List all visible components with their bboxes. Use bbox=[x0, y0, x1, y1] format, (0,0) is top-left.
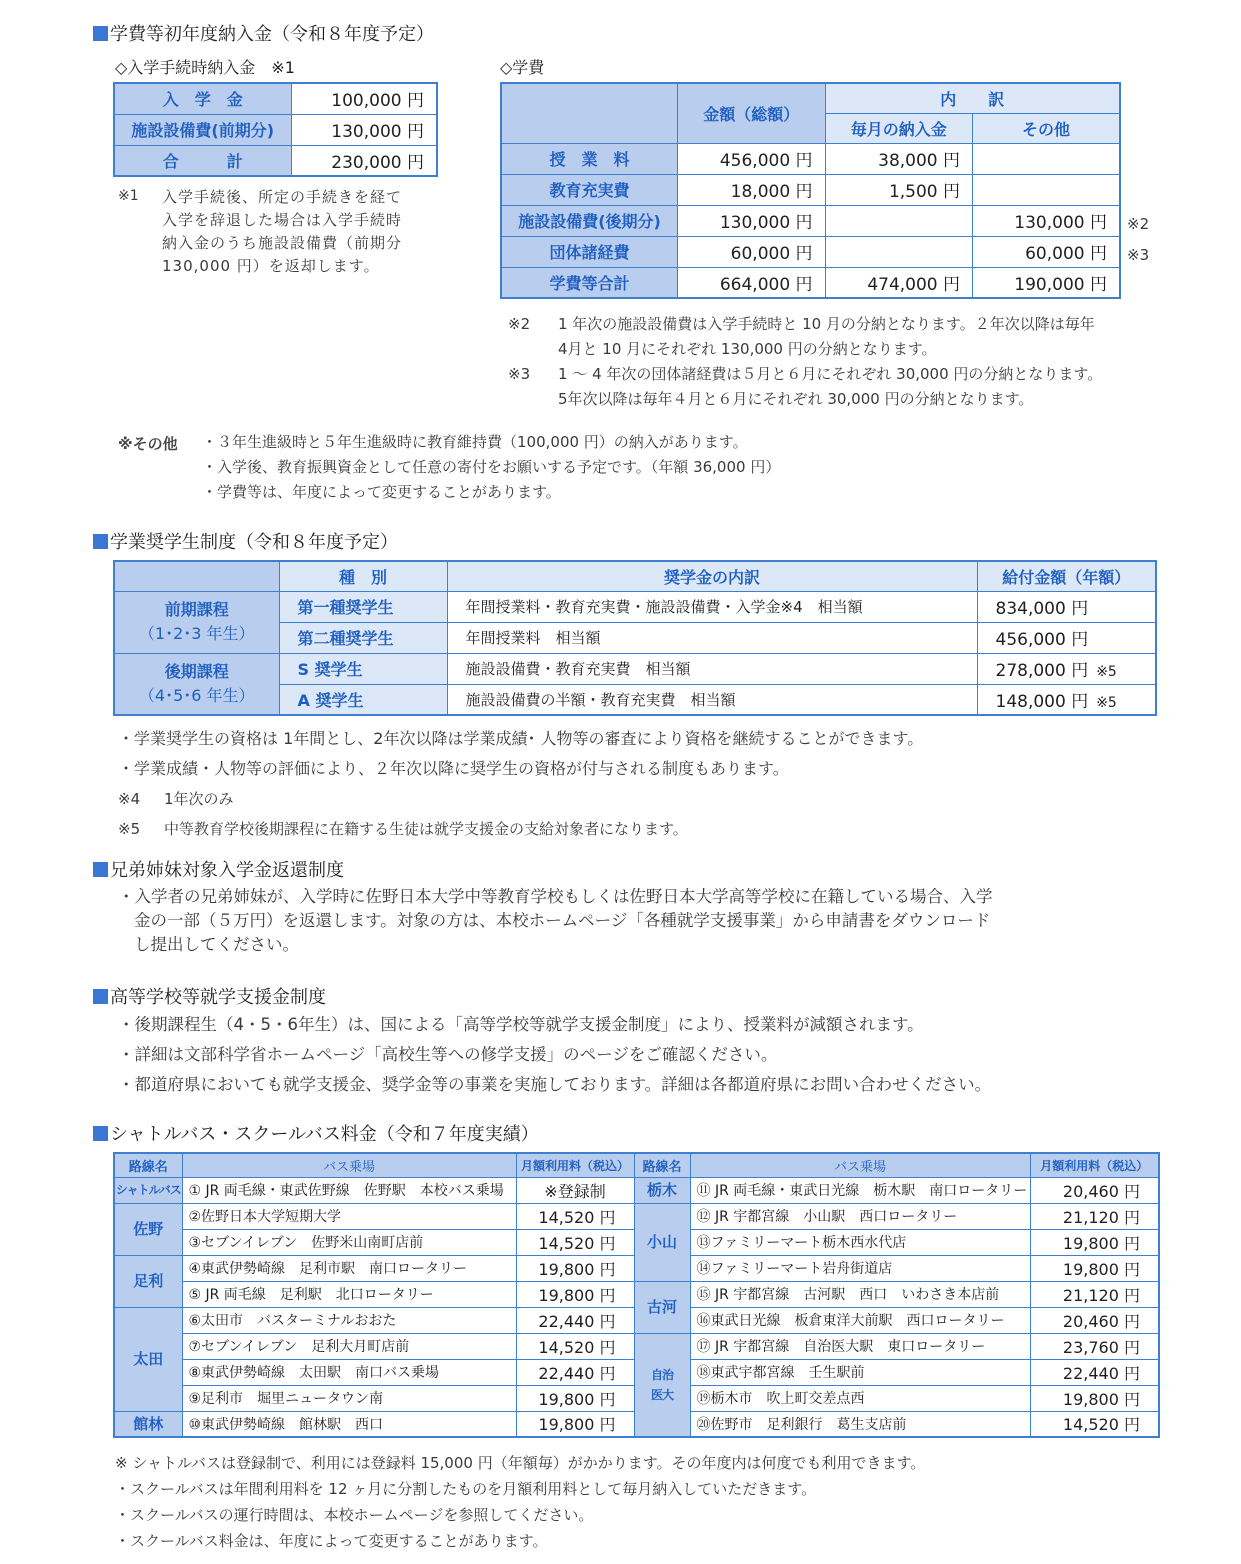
bus-fee: 19,800 円 bbox=[516, 1385, 634, 1411]
bus-stop: ⑳佐野市 足利銀行 葛生支店前 bbox=[690, 1411, 1030, 1437]
scholarship-amount: 278,000 円 bbox=[995, 661, 1089, 681]
scholarship-row bbox=[114, 591, 1156, 622]
tuition-row bbox=[501, 143, 1120, 174]
tuition-header-other: その他 bbox=[973, 113, 1120, 143]
note1-line: 納入金のうち施設設備費（前期分 bbox=[162, 234, 403, 252]
scholarship-type: 第一種奨学生 bbox=[279, 591, 447, 622]
bus-note: ※ シャトルバスは登録制で、利用には登録料 15,000 円（年額毎）がかかります。その年度内は何度でも利用できます。 bbox=[115, 1454, 926, 1472]
scholarship-note bbox=[118, 814, 688, 844]
bus-fee-table bbox=[113, 1152, 1160, 1438]
bus-header-stop-left: バス乗場 bbox=[182, 1153, 516, 1177]
scholarship-bullet: ・学業成績・人物等の評価により、２年次以降に奨学生の資格が付与される制度もあります。 bbox=[118, 759, 789, 778]
tuition-label: 施設設備費(後期分) bbox=[501, 205, 678, 236]
support-bullet: ・後期課程生（4・5・6年生）は、国による「高等学校等就学支援金制度」により、授業料が減額されます。 bbox=[118, 1015, 924, 1034]
bus-fee: 22,440 円 bbox=[516, 1359, 634, 1385]
scholarship-amount-cell bbox=[977, 622, 1156, 653]
tuition-note bbox=[508, 312, 1102, 362]
bus-header-fee-left: 月額利用料（税込） bbox=[516, 1153, 634, 1177]
tuition-table bbox=[500, 82, 1121, 299]
tuition-header-blank bbox=[501, 83, 678, 143]
tuition-header-total: 金額（総額） bbox=[678, 83, 825, 143]
scholarship-type: A 奨学生 bbox=[279, 684, 447, 715]
sibling-text bbox=[118, 885, 993, 957]
bus-stop: ⑦セブンイレブン 足利大月町店前 bbox=[182, 1333, 516, 1359]
bus-stop: ④東武伊勢崎線 足利市駅 南口ロータリー bbox=[182, 1255, 516, 1281]
scholarship-group bbox=[114, 653, 279, 715]
tuition-row bbox=[501, 236, 1120, 267]
scholarship-mark: ※5 bbox=[1096, 694, 1117, 711]
tuition-row-mark: ※3 bbox=[1127, 246, 1150, 264]
bus-route-name: 古河 bbox=[634, 1281, 690, 1333]
bus-header-fee-right: 月額利用料（税込） bbox=[1030, 1153, 1159, 1177]
bus-stop: ⑨足利市 堀里ニュータウン南 bbox=[182, 1385, 516, 1411]
bus-fee: 19,800 円 bbox=[1030, 1385, 1159, 1411]
bus-fee: 19,800 円 bbox=[1030, 1229, 1159, 1255]
scholarship-detail: 施設設備費・教育充実費 相当額 bbox=[447, 653, 977, 684]
note1-line: 130,000 円）を返却します。 bbox=[162, 257, 380, 275]
scholarship-note-mark: ※4 bbox=[118, 790, 141, 808]
bus-stop: ⑭ファミリーマート岩舟街道店 bbox=[690, 1255, 1030, 1281]
tuition-total: 130,000 円 bbox=[678, 205, 825, 236]
tuition-row bbox=[501, 174, 1120, 205]
section-marker-icon bbox=[93, 862, 108, 877]
bus-fee: 14,520 円 bbox=[516, 1229, 634, 1255]
bus-stop: ⑲栃木市 吹上町交差点西 bbox=[690, 1385, 1030, 1411]
tuition-row bbox=[501, 205, 1120, 236]
scholarship-mark: ※5 bbox=[1096, 664, 1117, 680]
tuition-header-monthly: 毎月の納入金 bbox=[825, 113, 972, 143]
entry-fee-value: 230,000 円 bbox=[291, 145, 437, 176]
tuition-note bbox=[508, 362, 1102, 412]
entry-fee-row bbox=[114, 145, 437, 176]
tuition-monthly bbox=[825, 236, 972, 267]
tuition-notes bbox=[508, 312, 1102, 412]
scholarship-note bbox=[118, 784, 688, 814]
note1-mark: ※1 bbox=[118, 188, 139, 204]
tuition-note-mark: ※2 bbox=[508, 315, 531, 333]
scholarship-amount-cell bbox=[977, 591, 1156, 622]
scholarship-detail: 年間授業料 相当額 bbox=[447, 622, 977, 653]
scholarship-note-mark: ※5 bbox=[118, 820, 141, 838]
bus-row bbox=[114, 1177, 1159, 1203]
bus-fee: 21,120 円 bbox=[1030, 1281, 1159, 1307]
tuition-total: 456,000 円 bbox=[678, 143, 825, 174]
section-title-text: 高等学校等就学支援金制度 bbox=[110, 987, 326, 1008]
sibling-line: 金の一部（５万円）を返還します。対象の方は、本校ホームページ「各種就学支援事業」から申請書をダウンロード bbox=[134, 911, 991, 930]
entry-fee-label: 合 計 bbox=[114, 145, 291, 176]
note1-line: 入学手続後、所定の手続きを経て bbox=[162, 188, 403, 206]
bus-route-name: 足利 bbox=[114, 1255, 182, 1307]
bus-route-name: 太田 bbox=[114, 1307, 182, 1411]
scholarship-header-type: 種 別 bbox=[279, 561, 447, 591]
bus-row bbox=[114, 1203, 1159, 1229]
bus-stop: ⑪ JR 両毛線・東武日光線 栃木駅 南口ロータリー bbox=[690, 1177, 1030, 1203]
bus-stop: ⑬ファミリーマート栃木西水代店 bbox=[690, 1229, 1030, 1255]
bus-route-name: 館林 bbox=[114, 1411, 182, 1437]
entry-fee-table bbox=[113, 82, 438, 177]
tuition-monthly: 1,500 円 bbox=[825, 174, 972, 205]
bus-stop: ⑫ JR 宇都宮線 小山駅 西口ロータリー bbox=[690, 1203, 1030, 1229]
entry-fee-value: 130,000 円 bbox=[291, 114, 437, 145]
scholarship-group-name: 前期課程 bbox=[164, 600, 229, 619]
tuition-label: 授 業 料 bbox=[501, 143, 678, 174]
other-mark: ※その他 bbox=[118, 435, 178, 453]
bus-stop: ②佐野日本大学短期大学 bbox=[182, 1203, 516, 1229]
tuition-note-body bbox=[558, 312, 1095, 362]
bus-fee: 19,800 円 bbox=[516, 1281, 634, 1307]
scholarship-bullet: ・学業奨学生の資格は 1年間とし、2年次以降は学業成績･ 人物等の審査により資格を継続することができます。 bbox=[118, 729, 924, 748]
note1-line: 入学を辞退した場合は入学手続時 bbox=[162, 211, 403, 229]
section-title-text: 学業奨学生制度（令和８年度予定） bbox=[110, 532, 398, 553]
scholarship-amount: 456,000 円 bbox=[995, 630, 1089, 650]
bus-stop: ⑯東武日光線 板倉東洋大前駅 西口ロータリー bbox=[690, 1307, 1030, 1333]
bus-notes bbox=[115, 1450, 925, 1554]
bus-stop: ⑥太田市 バスターミナルおおた bbox=[182, 1307, 516, 1333]
tuition-note-mark: ※3 bbox=[508, 365, 531, 383]
bus-stop: ⑤ JR 両毛線 足利駅 北口ロータリー bbox=[182, 1281, 516, 1307]
scholarship-type: 第二種奨学生 bbox=[279, 622, 447, 653]
bus-route-name: シャトルバス bbox=[114, 1177, 182, 1203]
section-title-fees bbox=[93, 20, 434, 46]
bus-fee: 14,520 円 bbox=[516, 1333, 634, 1359]
scholarship-detail: 施設設備費の半額・教育充実費 相当額 bbox=[447, 684, 977, 715]
scholarship-detail: 年間授業料・教育充実費・施設設備費・入学金※4 相当額 bbox=[447, 591, 977, 622]
section-title-sibling bbox=[93, 856, 344, 882]
bus-note: ・スクールバス料金は、年度によって変更することがあります。 bbox=[115, 1532, 548, 1550]
support-bullets bbox=[118, 1010, 991, 1100]
bus-header-route-right: 路線名 bbox=[634, 1153, 690, 1177]
bus-stop: ⑧東武伊勢崎線 太田駅 南口バス乗場 bbox=[182, 1359, 516, 1385]
tuition-other bbox=[973, 174, 1120, 205]
tuition-marks bbox=[1127, 214, 1167, 276]
bus-fee: ※登録制 bbox=[516, 1177, 634, 1203]
scholarship-group-grades: （1･2･3 年生） bbox=[138, 624, 255, 643]
scholarship-header-amount: 給付金額（年額） bbox=[977, 561, 1156, 591]
other-line: ・学費等は、年度によって変更することがあります。 bbox=[202, 483, 561, 501]
tuition-total: 664,000 円 bbox=[678, 267, 825, 298]
tuition-label: 教育充実費 bbox=[501, 174, 678, 205]
tuition-note-body bbox=[558, 362, 1102, 412]
scholarship-table bbox=[113, 560, 1157, 716]
scholarship-notes bbox=[118, 784, 688, 844]
bus-fee: 22,440 円 bbox=[516, 1307, 634, 1333]
bus-note: ・スクールバスは年間利用料を 12 ヶ月に分割したものを月額利用料として毎月納入していただきます。 bbox=[115, 1480, 817, 1498]
bus-route-name: 小山 bbox=[634, 1203, 690, 1281]
section-title-scholarship bbox=[93, 528, 398, 554]
scholarship-bullets bbox=[118, 724, 923, 784]
scholarship-header-detail: 奨学金の内訳 bbox=[447, 561, 977, 591]
tuition-note-line: 4月と 10 月にそれぞれ 130,000 円の分納となります。 bbox=[558, 340, 937, 358]
bus-stop: ⑰ JR 宇都宮線 自治医大駅 東口ロータリー bbox=[690, 1333, 1030, 1359]
scholarship-amount: 834,000 円 bbox=[995, 599, 1089, 619]
bus-stop: ③セブンイレブン 佐野米山南町店前 bbox=[182, 1229, 516, 1255]
bus-stop: ⑮ JR 宇都宮線 古河駅 西口 いわさき本店前 bbox=[690, 1281, 1030, 1307]
bus-stop: ⑩東武伊勢崎線 館林駅 西口 bbox=[182, 1411, 516, 1437]
sibling-line: ・入学者の兄弟姉妹が、入学時に佐野日本大学中等教育学校もしくは佐野日本大学高等学校に在籍している場合、入学 bbox=[118, 887, 993, 906]
tuition-other: 190,000 円 bbox=[973, 267, 1120, 298]
tuition-monthly bbox=[825, 205, 972, 236]
tuition-monthly: 38,000 円 bbox=[825, 143, 972, 174]
bus-fee: 20,460 円 bbox=[1030, 1177, 1159, 1203]
bus-fee: 21,120 円 bbox=[1030, 1203, 1159, 1229]
scholarship-group bbox=[114, 591, 279, 653]
tuition-note-line: 1 年次の施設設備費は入学手続時と 10 月の分納となります。２年次以降は毎年 bbox=[558, 315, 1095, 333]
bus-route-name: 自治 医大 bbox=[634, 1333, 690, 1437]
tuition-monthly: 474,000 円 bbox=[825, 267, 972, 298]
scholarship-amount: 148,000 円 bbox=[995, 691, 1089, 712]
entry-fee-row bbox=[114, 83, 437, 114]
bus-stop: ① JR 両毛線・東武佐野線 佐野駅 本校バス乗場 bbox=[182, 1177, 516, 1203]
section-marker-icon bbox=[93, 1126, 108, 1141]
scholarship-header-blank bbox=[114, 561, 279, 591]
scholarship-note-text: 1年次のみ bbox=[164, 790, 234, 808]
support-bullet: ・都道府県においても就学支援金、奨学金等の事業を実施しております。詳細は各都道府県にお問い合わせください。 bbox=[118, 1075, 992, 1094]
bus-header-route-left: 路線名 bbox=[114, 1153, 182, 1177]
bus-fee: 23,760 円 bbox=[1030, 1333, 1159, 1359]
bus-fee: 20,460 円 bbox=[1030, 1307, 1159, 1333]
tuition-label: 団体諸経費 bbox=[501, 236, 678, 267]
bus-stop: ⑱東武宇都宮線 壬生駅前 bbox=[690, 1359, 1030, 1385]
scholarship-row bbox=[114, 653, 1156, 684]
tuition-other: 130,000 円 bbox=[973, 205, 1120, 236]
tuition-subtitle: ◇学費 bbox=[500, 58, 545, 77]
tuition-note-line: 5年次以降は毎年４月と６月にそれぞれ 30,000 円の分納となります。 bbox=[558, 390, 1034, 408]
section-title-text: 兄弟姉妹対象入学金返還制度 bbox=[110, 860, 344, 881]
other-notes bbox=[202, 430, 780, 505]
sibling-line: し提出してください。 bbox=[134, 935, 299, 954]
bus-fee: 19,800 円 bbox=[1030, 1255, 1159, 1281]
bus-fee: 14,520 円 bbox=[1030, 1411, 1159, 1437]
tuition-other: 60,000 円 bbox=[973, 236, 1120, 267]
bus-row bbox=[114, 1333, 1159, 1359]
bus-fee: 22,440 円 bbox=[1030, 1359, 1159, 1385]
tuition-header-breakdown: 内 訳 bbox=[825, 83, 1120, 113]
entry-fee-label: 入 学 金 bbox=[114, 83, 291, 114]
bus-header-stop-right: バス乗場 bbox=[690, 1153, 1030, 1177]
tuition-total: 18,000 円 bbox=[678, 174, 825, 205]
bus-route-name: 佐野 bbox=[114, 1203, 182, 1255]
section-marker-icon bbox=[93, 989, 108, 1004]
bus-note: ・スクールバスの運行時間は、本校ホームページを参照してください。 bbox=[115, 1506, 594, 1524]
bus-fee: 19,800 円 bbox=[516, 1255, 634, 1281]
scholarship-amount-cell bbox=[977, 684, 1156, 715]
scholarship-group-grades: （4･5･6 年生） bbox=[138, 685, 255, 705]
tuition-row-mark: ※2 bbox=[1127, 215, 1150, 233]
bus-row bbox=[114, 1281, 1159, 1307]
entry-subtitle: ◇入学手続時納入金 ※1 bbox=[115, 58, 295, 77]
scholarship-amount-cell bbox=[977, 653, 1156, 684]
tuition-note-line: 1 ～ 4 年次の団体諸経費は５月と６月にそれぞれ 30,000 円の分納となります。 bbox=[558, 365, 1103, 383]
bus-fee: 19,800 円 bbox=[516, 1411, 634, 1437]
section-title-bus bbox=[93, 1120, 539, 1146]
section-title-support bbox=[93, 983, 326, 1009]
bus-route-name: 栃木 bbox=[634, 1177, 690, 1203]
section-title-text: 学費等初年度納入金（令和８年度予定） bbox=[110, 24, 434, 45]
scholarship-group-name: 後期課程 bbox=[164, 661, 229, 681]
bus-fee: 14,520 円 bbox=[516, 1203, 634, 1229]
other-line: ・３年生進級時と５年生進級時に教育維持費（100,000 円）の納入があります。 bbox=[202, 433, 748, 451]
section-title-text: シャトルバス・スクールバス料金（令和７年度実績） bbox=[110, 1124, 539, 1145]
tuition-label: 学費等合計 bbox=[501, 267, 678, 298]
section-marker-icon bbox=[93, 534, 108, 549]
tuition-other bbox=[973, 143, 1120, 174]
note1-text bbox=[162, 186, 452, 278]
other-line: ・入学後、教育振興資金として任意の寄付をお願いする予定です。（年額 36,000 円） bbox=[202, 458, 781, 476]
scholarship-type: S 奨学生 bbox=[279, 653, 447, 684]
section-marker-icon bbox=[93, 26, 108, 41]
entry-fee-row bbox=[114, 114, 437, 145]
tuition-row bbox=[501, 267, 1120, 298]
scholarship-note-text: 中等教育学校後期課程に在籍する生徒は就学支援金の支給対象者になります。 bbox=[164, 820, 688, 838]
tuition-total: 60,000 円 bbox=[678, 236, 825, 267]
entry-fee-value: 100,000 円 bbox=[291, 83, 437, 114]
entry-fee-label: 施設設備費(前期分) bbox=[114, 114, 291, 145]
support-bullet: ・詳細は文部科学省ホームページ「高校生等への修学支援」のページをご確認ください。 bbox=[118, 1045, 778, 1064]
